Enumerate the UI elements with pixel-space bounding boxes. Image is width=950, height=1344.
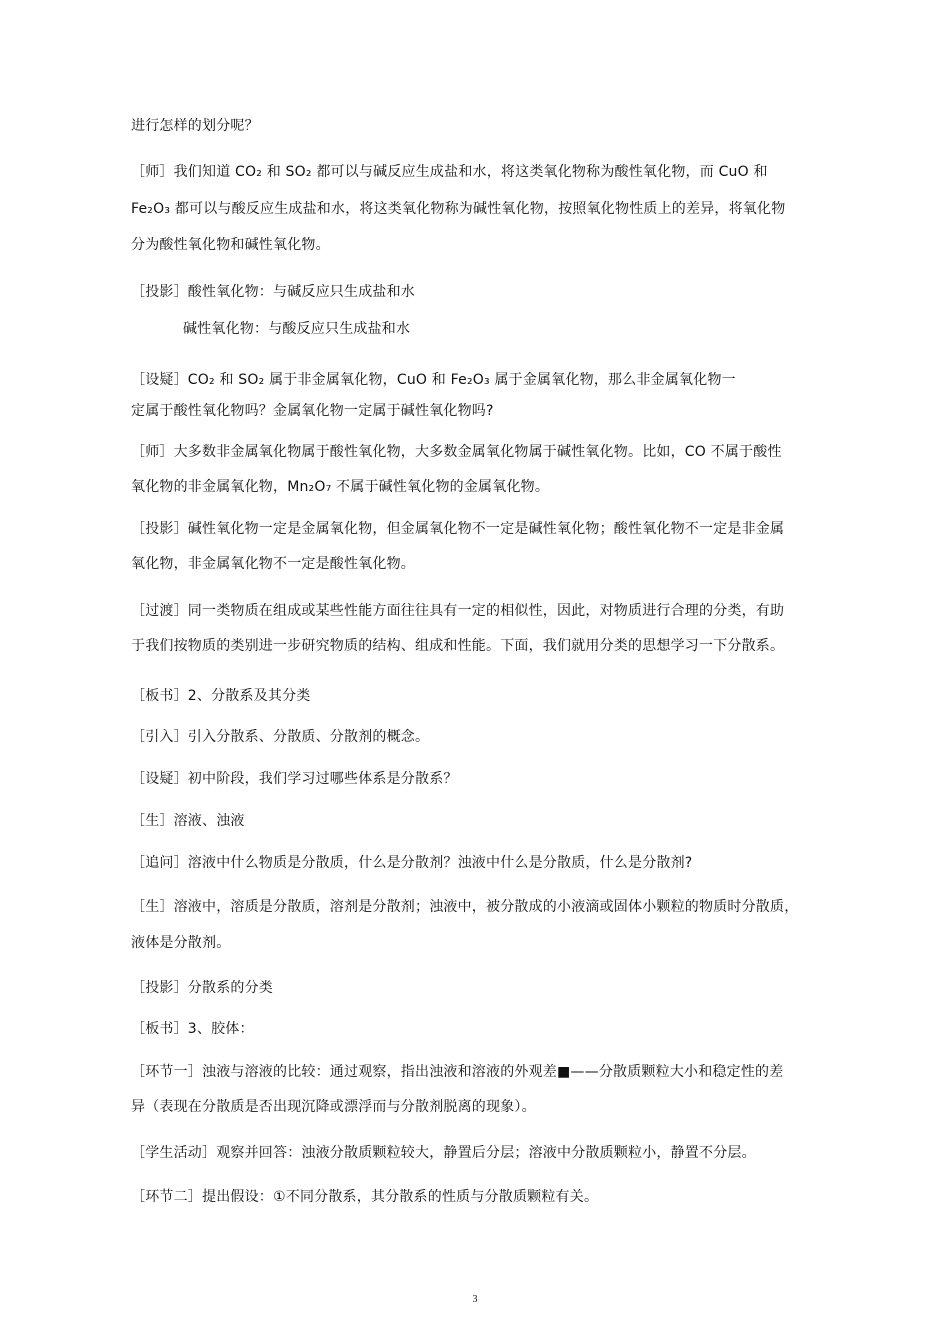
text-line: ［生］溶液、浊液 [131,813,245,829]
text-line: 定属于酸性氧化物吗？金属氧化物一定属于碱性氧化物吗? [131,403,494,419]
text-line: 氧化物的非金属氧化物，Mn₂O₇ 不属于碱性氧化物的金属氧化物。 [131,479,550,495]
text-line: 进行怎样的划分呢？ [131,118,259,134]
text-line: ［环节一］浊液与溶液的比较：通过观察，指出浊液和溶液的外观差■——分散质颗粒大小和稳定性的差 [131,1064,784,1080]
text-line: ［引入］引入分散系、分散质、分散剂的概念。 [131,729,430,745]
text-line: ［投影］酸性氧化物：与碱反应只生成盐和水 [131,284,415,300]
text-line: ［投影］碱性氧化物一定是金属氧化物，但金属氧化物不一定是碱性氧化物；酸性氧化物不一定是非金属 [131,521,785,537]
text-line: 液体是分散剂。 [131,935,231,951]
text-line: ［师］我们知道 CO₂ 和 SO₂ 都可以与碱反应生成盐和水，将这类氧化物称为酸性氧化物，而 CuO 和 [131,164,768,180]
text-line: ［生］溶液中，溶质是分散质，溶剂是分散剂；浊液中，被分散成的小液滴或固体小颗粒的物质时分散质， [131,899,799,915]
text-line: ［板书］3、胶体： [131,1021,254,1037]
text-line: ［设疑］初中阶段，我们学习过哪些体系是分散系？ [131,771,458,787]
text-line: ［师］大多数非金属氧化物属于酸性氧化物，大多数金属氧化物属于碱性氧化物。比如，CO 不属于酸性 [131,444,782,460]
text-line: Fe₂O₃ 都可以与酸反应生成盐和水，将这类氧化物称为碱性氧化物，按照氧化物性质上的差异，将氧化物 [131,201,786,217]
text-line: 于我们按物质的类别进一步研究物质的结构、组成和性能。下面，我们就用分类的思想学习一下分散系。 [131,638,785,654]
text-line: ［过渡］同一类物质在组成或某些性能方面往往具有一定的相似性，因此，对物质进行合理的分类，有助 [131,603,785,619]
text-line: ［板书］2、分散系及其分类 [131,688,311,704]
text-line: ［投影］分散系的分类 [131,980,273,996]
text-line: 碱性氧化物：与酸反应只生成盐和水 [183,321,411,337]
page-number: 3 [472,1294,478,1305]
text-line: 氧化物，非金属氧化物不一定是酸性氧化物。 [131,556,415,572]
text-line: 异（表现在分散质是否出现沉降或漂浮而与分散剂脱离的现象）。 [131,1099,536,1115]
text-line: ［环节二］提出假设：①不同分散系，其分散系的性质与分散质颗粒有关。 [131,1189,599,1205]
text-line: ［追问］溶液中什么物质是分散质，什么是分散剂？浊液中什么是分散质，什么是分散剂? [131,855,693,871]
text-line: ［学生活动］观察并回答：浊液分散质颗粒较大，静置后分层；溶液中分散质颗粒小，静置不分层。 [131,1145,756,1161]
text-line: 分为酸性氧化物和碱性氧化物。 [131,237,330,253]
text-line: ［设疑］CO₂ 和 SO₂ 属于非金属氧化物，CuO 和 Fe₂O₃ 属于金属氧化物，那么非金属氧化物一 [131,372,736,388]
